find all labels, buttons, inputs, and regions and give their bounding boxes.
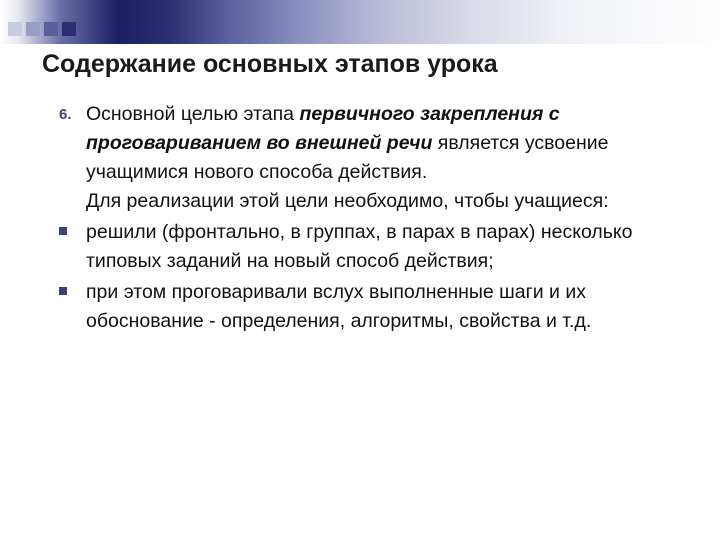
- band-square-2: [26, 22, 40, 36]
- text-segment-emphasis: первичного закрепления с проговариванием во внешней речи: [86, 103, 560, 154]
- square-bullet-icon: [42, 278, 86, 307]
- list-item-followup: Для реализации этой цели необходимо, чтобы учащиеся:: [86, 190, 609, 212]
- text-segment-plain: Основной целью этапа: [86, 103, 300, 125]
- list-item: [42, 278, 682, 336]
- slide-title: Содержание основных этапов урока: [42, 50, 498, 78]
- text-segment-plain-2: является усвоение учащимися нового способа действия.: [86, 132, 609, 183]
- list-item-text: решили (фронтально, в группах, в парах в парах) несколько типовых заданий на новый способ действия;: [86, 221, 633, 272]
- list-item: [42, 100, 682, 216]
- list-item-text: [86, 100, 682, 216]
- list-item-text: при этом проговаривали вслух выполненные шаги и их обоснование - определения, алгоритмы, свойства и т.д.: [86, 281, 592, 332]
- square-bullet-icon: [42, 218, 86, 247]
- decorative-top-band: [0, 0, 720, 44]
- list-item: [42, 218, 682, 276]
- band-square-1: [8, 22, 22, 36]
- slide-content: [42, 100, 682, 338]
- square-glyph-icon: [59, 287, 67, 295]
- band-square-4: [62, 22, 76, 36]
- list-marker-number: 6.: [59, 106, 72, 123]
- band-square-3: [44, 22, 58, 36]
- square-glyph-icon: [59, 227, 67, 235]
